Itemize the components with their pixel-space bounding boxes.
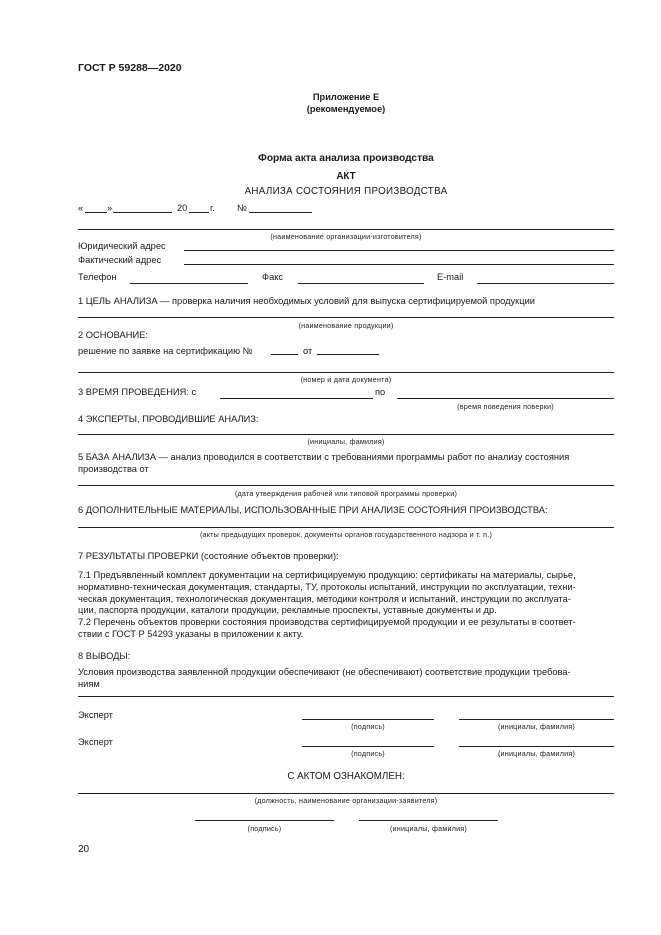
date-year-prefix: 20 [177,203,188,213]
conclusion-field[interactable] [78,696,614,697]
section-8-conclusion-line-1: Условия производства заявленной продукции обеспечивают (не обеспечивают) соответствие продукции требова- [78,667,571,677]
section-2-title: 2 ОСНОВАНИЕ: [78,330,148,340]
section-4-experts: 4 ЭКСПЕРТЫ, ПРОВОДИВШИЕ АНАЛИЗ: [78,414,259,424]
date-month-field[interactable] [113,212,172,213]
section-5-basis-line-1: 5 БАЗА АНАЛИЗА — анализ проводился в соответствии с требованиями программы работ по анализу состояния [78,452,570,462]
act-number-label: № [237,203,247,213]
time-from-field[interactable] [220,398,373,399]
program-date-field[interactable] [78,485,614,486]
section-2-application: решение по заявке на сертификацию № [78,346,253,356]
section-3-time: 3 ВРЕМЯ ПРОВЕДЕНИЯ: с [78,387,197,397]
section-7-title: 7 РЕЗУЛЬТАТЫ ПРОВЕРКИ (состояние объектов проверки): [78,551,339,561]
applicant-position-caption: (должность, наименование организации-заявителя) [254,796,438,805]
expert-2-label: Эксперт [78,737,113,747]
form-title: Форма акта анализа производства [258,153,434,164]
section-6-materials: 6 ДОПОЛНИТЕЛЬНЫЕ МАТЕРИАЛЫ, ИСПОЛЬЗОВАННЫЕ ПРИ АНАЛИЗЕ СОСТОЯНИЯ ПРОИЗВОДСТВА: [78,505,548,515]
expert-1-signature-caption: (подпись) [351,722,385,731]
experts-caption: (инициалы, фамилия) [307,437,385,446]
email-field[interactable] [477,283,614,284]
materials-field[interactable] [78,527,614,528]
materials-caption: (акты предыдущих проверок, документы органов государственного надзора и т. п.) [199,530,493,539]
application-date-field[interactable] [317,354,379,355]
expert-1-name-field[interactable] [459,719,614,720]
section-7-1-line-2: нормативно-техническая документация, стандарты, ТУ, протоколы испытаний, инструкции по эксплуатации, техни- [78,582,576,592]
applicant-signature-caption: (подпись) [247,824,282,833]
expert-2-name-caption: (инициалы, фамилия) [497,749,576,758]
act-heading: АКТ [336,171,356,182]
applicant-signature-field[interactable] [195,820,334,821]
expert-2-signature-caption: (подпись) [351,749,385,758]
appendix-subtitle: (рекомендуемое) [306,104,386,114]
email-label: E-mail [437,272,464,282]
time-caption: (время поведения поверки) [457,402,554,411]
page-number: 20 [78,844,90,855]
appendix-title: Приложение Е [312,92,380,102]
date-close-quote: » [107,203,113,213]
application-number-field[interactable] [271,354,298,355]
program-date-caption: (дата утверждения рабочей или типовой программы проверки) [234,489,458,498]
date-open-quote: « [78,203,84,213]
fax-label: Факс [262,272,284,282]
date-day-field[interactable] [85,212,107,213]
section-7-1-line-4: ции, паспорта продукции, каталоги продукции, рекламные проспекты, уставные документы и др. [78,605,497,615]
experts-field[interactable] [78,434,614,435]
organization-field[interactable] [78,229,614,230]
expert-1-name-caption: (инициалы, фамилия) [497,722,576,731]
product-name-field[interactable] [78,317,614,318]
legal-address-label: Юридический адрес [78,241,166,251]
phone-label: Телефон [78,272,117,282]
section-8-title: 8 ВЫВОДЫ: [78,651,131,661]
section-2-from: от [303,346,313,356]
document-ref-field[interactable] [78,372,614,373]
expert-1-label: Эксперт [78,710,113,720]
expert-2-signature-field[interactable] [302,746,434,747]
section-5-basis-line-2: производства от [78,464,149,474]
expert-2-name-field[interactable] [459,746,614,747]
product-name-caption: (наименование продукции) [298,321,394,330]
section-7-2-line-2: ствии с ГОСТ Р 54293 указаны в приложении к акту. [78,629,304,639]
section-1-purpose: 1 ЦЕЛЬ АНАЛИЗА — проверка наличия необходимых условий для выпуска сертифицируемой продукции [78,296,535,306]
applicant-name-caption: (инициалы, фамилия) [389,824,468,833]
actual-address-label: Фактический адрес [78,255,162,265]
fax-field[interactable] [298,283,424,284]
applicant-position-field[interactable] [78,793,614,794]
section-8-conclusion-line-2: ниям [78,679,100,689]
phone-field[interactable] [130,283,248,284]
date-year-field[interactable] [189,212,209,213]
act-number-field[interactable] [249,212,312,213]
act-subtitle: АНАЛИЗА СОСТОЯНИЯ ПРОИЗВОДСТВА [244,186,448,197]
section-7-2-line-1: 7.2 Перечень объектов проверки состояния производства сертифицируемой продукции и ее результаты в соответ- [78,617,576,627]
legal-address-field[interactable] [184,250,614,251]
section-7-1-line-3: ческая документация, технологическая документация, методики контроля и испытаний, инструкции по эксплуата- [78,594,571,604]
section-7-1-line-1: 7.1 Предъявленный комплект документации на сертифицируемую продукцию: сертификаты на материалы, сырье, [78,570,576,580]
actual-address-field[interactable] [184,264,614,265]
date-year-suffix: г. [210,203,215,213]
document-ref-caption: (номер и дата документа) [300,375,392,384]
time-to-field[interactable] [397,398,614,399]
section-3-to: по [375,387,386,397]
expert-1-signature-field[interactable] [302,719,434,720]
document-id: ГОСТ Р 59288—2020 [78,62,182,74]
organization-caption: (наименование организации-изготовителя) [270,232,422,241]
applicant-name-field[interactable] [359,820,498,821]
acknowledged-title: С АКТОМ ОЗНАКОМЛЕН: [287,771,405,782]
